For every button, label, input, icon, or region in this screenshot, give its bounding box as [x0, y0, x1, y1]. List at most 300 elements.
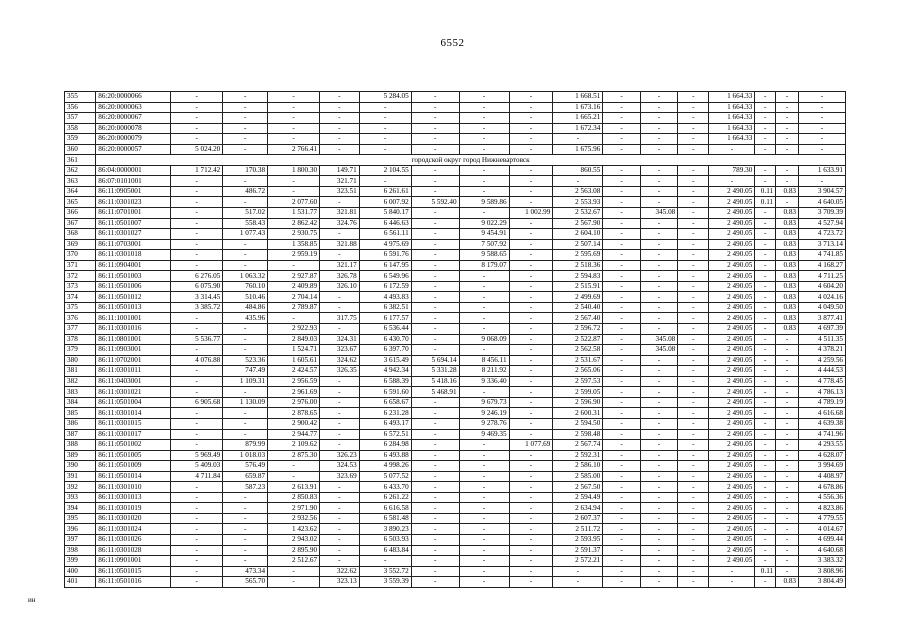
value-cell: 0.83: [776, 271, 799, 282]
value-cell: 324.76: [320, 218, 360, 229]
value-cell: -: [776, 545, 799, 556]
value-cell: -: [411, 397, 459, 408]
value-cell: -: [640, 566, 677, 577]
value-cell: 1 130.09: [223, 397, 268, 408]
value-cell: 2 704.14: [268, 292, 320, 303]
value-cell: 4 640.05: [799, 197, 846, 208]
value-cell: -: [509, 418, 553, 429]
value-cell: -: [320, 134, 360, 145]
value-cell: -: [640, 92, 677, 103]
value-cell: 1 664.33: [709, 102, 755, 113]
value-cell: 4 049.50: [799, 302, 846, 313]
table-row: [65, 366, 846, 377]
value-cell: 4 778.45: [799, 376, 846, 387]
value-cell: -: [223, 134, 268, 145]
value-cell: -: [678, 345, 709, 356]
value-cell: -: [678, 239, 709, 250]
value-cell: -: [776, 566, 799, 577]
value-cell: -: [459, 176, 509, 187]
value-cell: -: [459, 281, 509, 292]
value-cell: -: [755, 302, 776, 313]
value-cell: -: [755, 239, 776, 250]
tariff-table: [64, 91, 846, 588]
value-cell: -: [640, 376, 677, 387]
value-cell: -: [359, 113, 411, 124]
value-cell: -: [640, 165, 677, 176]
value-cell: -: [678, 208, 709, 219]
value-cell: 5 331.28: [411, 366, 459, 377]
value-cell: -: [603, 134, 640, 145]
row-number-cell: 401: [65, 577, 96, 588]
value-cell: 1 018.03: [223, 450, 268, 461]
value-cell: 6 007.92: [359, 197, 411, 208]
value-cell: -: [603, 197, 640, 208]
value-cell: 3 385.72: [171, 302, 223, 313]
value-cell: -: [776, 197, 799, 208]
value-cell: 510.46: [223, 292, 268, 303]
value-cell: 747.49: [223, 366, 268, 377]
value-cell: -: [320, 429, 360, 440]
value-cell: -: [640, 134, 677, 145]
value-cell: 6 284.98: [359, 440, 411, 451]
value-cell: 1 077.69: [509, 440, 553, 451]
value-cell: -: [603, 165, 640, 176]
value-cell: -: [553, 134, 603, 145]
value-cell: 2 594.83: [553, 271, 603, 282]
value-cell: 5 077.52: [359, 471, 411, 482]
value-cell: 2 490.05: [709, 492, 755, 503]
value-cell: -: [603, 334, 640, 345]
value-cell: 1 800.30: [268, 165, 320, 176]
value-cell: 4 604.20: [799, 281, 846, 292]
value-cell: 0.11: [755, 186, 776, 197]
value-cell: -: [509, 513, 553, 524]
value-cell: -: [411, 260, 459, 271]
value-cell: -: [171, 176, 223, 187]
value-cell: 6 591.76: [359, 250, 411, 261]
value-cell: -: [171, 440, 223, 451]
value-cell: -: [411, 492, 459, 503]
value-cell: 3 890.23: [359, 524, 411, 535]
value-cell: -: [678, 334, 709, 345]
value-cell: -: [640, 313, 677, 324]
value-cell: -: [171, 208, 223, 219]
value-cell: -: [171, 123, 223, 134]
value-cell: 2 766.41: [268, 144, 320, 155]
value-cell: -: [755, 534, 776, 545]
value-cell: -: [603, 260, 640, 271]
value-cell: -: [776, 123, 799, 134]
value-cell: 1 712.42: [171, 165, 223, 176]
value-cell: -: [459, 208, 509, 219]
value-cell: 6 075.90: [171, 281, 223, 292]
value-cell: 4 975.69: [359, 239, 411, 250]
value-cell: -: [709, 144, 755, 155]
value-cell: -: [509, 556, 553, 567]
value-cell: -: [776, 482, 799, 493]
value-cell: -: [678, 123, 709, 134]
value-cell: -: [459, 503, 509, 514]
value-cell: -: [223, 534, 268, 545]
value-cell: -: [755, 376, 776, 387]
value-cell: -: [459, 302, 509, 313]
value-cell: 2 878.65: [268, 408, 320, 419]
value-cell: -: [411, 208, 459, 219]
cadastral-number-cell: 86:11:0301019: [96, 503, 171, 514]
value-cell: -: [678, 429, 709, 440]
value-cell: 326.35: [320, 366, 360, 377]
value-cell: 2 490.05: [709, 260, 755, 271]
value-cell: 1 531.77: [268, 208, 320, 219]
value-cell: -: [320, 534, 360, 545]
value-cell: -: [640, 418, 677, 429]
value-cell: -: [603, 545, 640, 556]
value-cell: -: [603, 208, 640, 219]
value-cell: -: [640, 492, 677, 503]
value-cell: -: [776, 113, 799, 124]
value-cell: -: [411, 113, 459, 124]
value-cell: -: [268, 577, 320, 588]
row-number-cell: 391: [65, 471, 96, 482]
value-cell: -: [603, 408, 640, 419]
value-cell: -: [776, 524, 799, 535]
value-cell: -: [640, 440, 677, 451]
value-cell: -: [411, 450, 459, 461]
value-cell: 473.34: [223, 566, 268, 577]
row-number-cell: 399: [65, 556, 96, 567]
value-cell: 2 567.40: [553, 313, 603, 324]
value-cell: 2 976.00: [268, 397, 320, 408]
value-cell: -: [755, 461, 776, 472]
value-cell: 4 697.39: [799, 324, 846, 335]
row-number-cell: 356: [65, 102, 96, 113]
value-cell: -: [411, 440, 459, 451]
row-number-cell: 381: [65, 366, 96, 377]
value-cell: 3 559.39: [359, 577, 411, 588]
table-row: [65, 577, 846, 588]
value-cell: -: [509, 534, 553, 545]
cadastral-number-cell: 86:07:0101001: [96, 176, 171, 187]
cadastral-number-cell: 86:11:1001001: [96, 313, 171, 324]
value-cell: 2 507.14: [553, 239, 603, 250]
value-cell: -: [603, 418, 640, 429]
value-cell: -: [640, 292, 677, 303]
value-cell: -: [678, 324, 709, 335]
value-cell: -: [640, 102, 677, 113]
cadastral-number-cell: 86:11:0501016: [96, 577, 171, 588]
value-cell: 2 594.50: [553, 418, 603, 429]
value-cell: -: [359, 556, 411, 567]
cadastral-number-cell: 86:20:0000067: [96, 113, 171, 124]
value-cell: -: [776, 440, 799, 451]
value-cell: 2 850.83: [268, 492, 320, 503]
value-cell: 517.02: [223, 208, 268, 219]
value-cell: 0.83: [776, 186, 799, 197]
value-cell: -: [678, 482, 709, 493]
value-cell: -: [411, 471, 459, 482]
table-row: [65, 218, 846, 229]
value-cell: -: [776, 492, 799, 503]
value-cell: 6 382.51: [359, 302, 411, 313]
value-cell: 0.11: [755, 566, 776, 577]
value-cell: -: [459, 534, 509, 545]
cadastral-number-cell: 86:11:0501014: [96, 471, 171, 482]
value-cell: 9 278.76: [459, 418, 509, 429]
value-cell: -: [171, 260, 223, 271]
row-number-cell: 366: [65, 208, 96, 219]
value-cell: 4 678.86: [799, 482, 846, 493]
value-cell: 2 490.05: [709, 302, 755, 313]
value-cell: -: [678, 387, 709, 398]
value-cell: -: [171, 229, 223, 240]
value-cell: 1 423.62: [268, 524, 320, 535]
value-cell: -: [603, 281, 640, 292]
value-cell: -: [268, 176, 320, 187]
value-cell: 2 634.94: [553, 503, 603, 514]
table-row: [65, 440, 846, 451]
value-cell: -: [223, 123, 268, 134]
value-cell: -: [776, 165, 799, 176]
value-cell: 2 553.93: [553, 197, 603, 208]
value-cell: 558.43: [223, 218, 268, 229]
value-cell: -: [755, 513, 776, 524]
value-cell: -: [678, 250, 709, 261]
value-cell: -: [459, 461, 509, 472]
value-cell: -: [223, 324, 268, 335]
row-number-cell: 394: [65, 503, 96, 514]
value-cell: 2 567.90: [553, 218, 603, 229]
value-cell: 5 536.77: [171, 334, 223, 345]
value-cell: -: [678, 218, 709, 229]
value-cell: -: [411, 461, 459, 472]
value-cell: -: [411, 281, 459, 292]
value-cell: 2 532.67: [553, 208, 603, 219]
cadastral-number-cell: 86:11:0301023: [96, 197, 171, 208]
cadastral-number-cell: 86:11:0501002: [96, 440, 171, 451]
value-cell: -: [223, 260, 268, 271]
value-cell: 321.81: [320, 208, 360, 219]
value-cell: 2 594.49: [553, 492, 603, 503]
value-cell: -: [640, 503, 677, 514]
value-cell: 2 490.05: [709, 418, 755, 429]
value-cell: -: [411, 534, 459, 545]
table-row: [65, 355, 846, 366]
value-cell: 4 640.68: [799, 545, 846, 556]
value-cell: 2 600.31: [553, 408, 603, 419]
value-cell: -: [678, 440, 709, 451]
value-cell: -: [359, 176, 411, 187]
table-row: [65, 397, 846, 408]
value-cell: 2 490.05: [709, 376, 755, 387]
value-cell: 4 293.55: [799, 440, 846, 451]
value-cell: 9 588.65: [459, 250, 509, 261]
value-cell: 0.83: [776, 250, 799, 261]
value-cell: 2 593.95: [553, 534, 603, 545]
value-cell: -: [776, 387, 799, 398]
row-number-cell: 372: [65, 271, 96, 282]
value-cell: -: [268, 113, 320, 124]
value-cell: -: [553, 577, 603, 588]
value-cell: -: [411, 144, 459, 155]
value-cell: -: [755, 345, 776, 356]
value-cell: 0.83: [776, 218, 799, 229]
value-cell: 2 562.58: [553, 345, 603, 356]
cadastral-number-cell: 86:20:0000079: [96, 134, 171, 145]
table-row: [65, 418, 846, 429]
value-cell: 2 077.60: [268, 197, 320, 208]
value-cell: -: [509, 260, 553, 271]
row-number-cell: 395: [65, 513, 96, 524]
value-cell: 6 261.22: [359, 492, 411, 503]
cadastral-number-cell: 86:11:0903001: [96, 345, 171, 356]
value-cell: 2 585.00: [553, 471, 603, 482]
value-cell: 9 679.73: [459, 397, 509, 408]
value-cell: 0.83: [776, 229, 799, 240]
value-cell: -: [171, 313, 223, 324]
value-cell: -: [268, 92, 320, 103]
value-cell: 4 527.94: [799, 218, 846, 229]
value-cell: -: [755, 556, 776, 567]
value-cell: 322.62: [320, 566, 360, 577]
value-cell: -: [603, 186, 640, 197]
value-cell: 2 490.05: [709, 429, 755, 440]
value-cell: 2 586.10: [553, 461, 603, 472]
value-cell: -: [223, 387, 268, 398]
value-cell: 6 493.88: [359, 450, 411, 461]
cadastral-number-cell: 86:11:0301021: [96, 387, 171, 398]
value-cell: 0.83: [776, 260, 799, 271]
value-cell: 2 490.05: [709, 355, 755, 366]
value-cell: 4 168.27: [799, 260, 846, 271]
value-cell: -: [603, 471, 640, 482]
value-cell: 2 604.10: [553, 229, 603, 240]
value-cell: 2 959.19: [268, 250, 320, 261]
value-cell: 2 490.05: [709, 503, 755, 514]
value-cell: -: [678, 471, 709, 482]
value-cell: -: [640, 397, 677, 408]
table-row: [65, 250, 846, 261]
value-cell: -: [755, 440, 776, 451]
value-cell: 2 424.57: [268, 366, 320, 377]
value-cell: -: [223, 144, 268, 155]
value-cell: 5 969.49: [171, 450, 223, 461]
value-cell: 2 875.30: [268, 450, 320, 461]
value-cell: -: [603, 302, 640, 313]
value-cell: 323.51: [320, 186, 360, 197]
value-cell: -: [640, 302, 677, 313]
value-cell: 1 633.91: [799, 165, 846, 176]
value-cell: -: [603, 176, 640, 187]
value-cell: 5 284.05: [359, 92, 411, 103]
value-cell: -: [320, 376, 360, 387]
value-cell: 1 664.33: [709, 92, 755, 103]
value-cell: 3 709.39: [799, 208, 846, 219]
table-row: [65, 144, 846, 155]
value-cell: 2 104.55: [359, 165, 411, 176]
value-cell: -: [411, 134, 459, 145]
row-number-cell: 367: [65, 218, 96, 229]
value-cell: -: [509, 324, 553, 335]
value-cell: 3 314.45: [171, 292, 223, 303]
value-cell: -: [755, 503, 776, 514]
value-cell: -: [776, 102, 799, 113]
value-cell: 9 469.35: [459, 429, 509, 440]
value-cell: -: [411, 271, 459, 282]
cadastral-number-cell: 86:11:0501006: [96, 281, 171, 292]
value-cell: -: [509, 102, 553, 113]
value-cell: 6 433.70: [359, 482, 411, 493]
value-cell: 324.31: [320, 334, 360, 345]
value-cell: -: [171, 387, 223, 398]
value-cell: 2 511.72: [553, 524, 603, 535]
value-cell: -: [755, 355, 776, 366]
cadastral-number-cell: 86:11:0403001: [96, 376, 171, 387]
value-cell: -: [268, 313, 320, 324]
cadastral-number-cell: 86:11:0301010: [96, 482, 171, 493]
value-cell: 2 490.05: [709, 513, 755, 524]
value-cell: -: [603, 239, 640, 250]
value-cell: 2 596.90: [553, 397, 603, 408]
value-cell: 4 711.25: [799, 271, 846, 282]
value-cell: -: [678, 397, 709, 408]
row-number-cell: 393: [65, 492, 96, 503]
value-cell: -: [799, 123, 846, 134]
value-cell: 326.10: [320, 281, 360, 292]
value-cell: 2 490.05: [709, 482, 755, 493]
value-cell: 2 572.21: [553, 556, 603, 567]
value-cell: -: [223, 556, 268, 567]
value-cell: -: [678, 102, 709, 113]
value-cell: 345.08: [640, 345, 677, 356]
value-cell: 6 276.05: [171, 271, 223, 282]
value-cell: 2 490.05: [709, 271, 755, 282]
value-cell: -: [603, 566, 640, 577]
value-cell: -: [678, 461, 709, 472]
value-cell: -: [755, 218, 776, 229]
table-row: [65, 113, 846, 124]
value-cell: 2 895.90: [268, 545, 320, 556]
row-number-cell: 358: [65, 123, 96, 134]
value-cell: -: [509, 134, 553, 145]
value-cell: -: [509, 566, 553, 577]
table-row: [65, 176, 846, 187]
value-cell: -: [678, 513, 709, 524]
value-cell: 587.23: [223, 482, 268, 493]
value-cell: 2 567.50: [553, 482, 603, 493]
value-cell: 565.70: [223, 577, 268, 588]
value-cell: 6 536.44: [359, 324, 411, 335]
value-cell: 1 673.16: [553, 102, 603, 113]
value-cell: 2 932.56: [268, 513, 320, 524]
value-cell: -: [776, 471, 799, 482]
value-cell: -: [320, 229, 360, 240]
row-number-cell: 362: [65, 165, 96, 176]
value-cell: 4 779.55: [799, 513, 846, 524]
value-cell: -: [603, 355, 640, 366]
value-cell: 4 789.19: [799, 397, 846, 408]
value-cell: 4 076.88: [171, 355, 223, 366]
value-cell: -: [755, 292, 776, 303]
value-cell: -: [603, 250, 640, 261]
value-cell: -: [320, 397, 360, 408]
value-cell: 2 567.74: [553, 440, 603, 451]
value-cell: -: [755, 418, 776, 429]
value-cell: -: [678, 292, 709, 303]
value-cell: -: [171, 429, 223, 440]
value-cell: -: [509, 408, 553, 419]
value-cell: -: [678, 524, 709, 535]
value-cell: -: [640, 556, 677, 567]
